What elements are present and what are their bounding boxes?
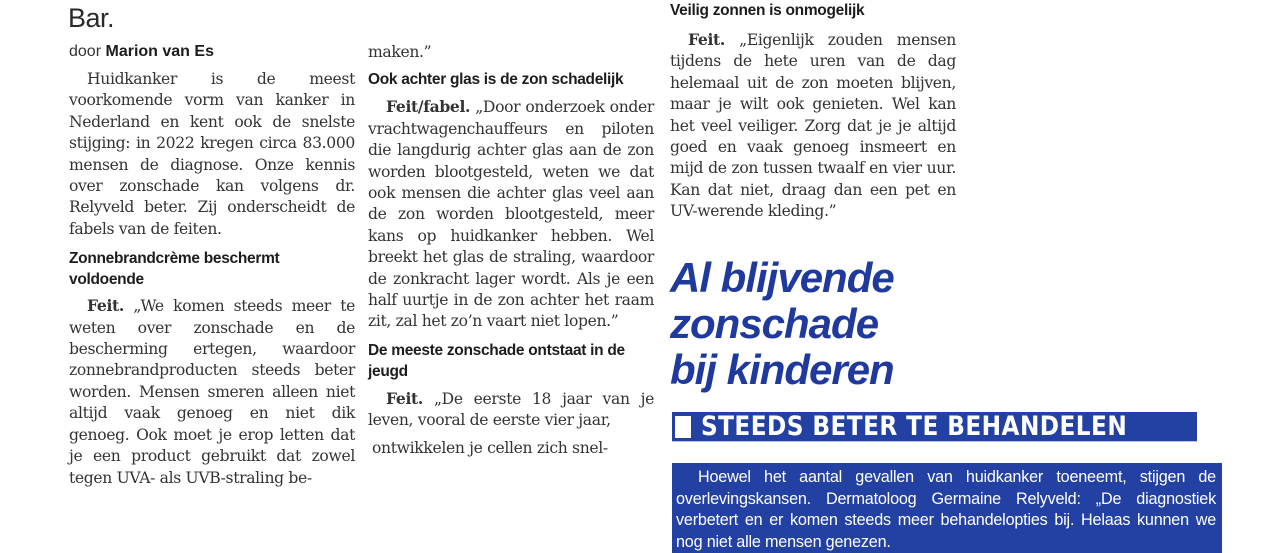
section-heading: De meeste zonschade ontstaat in de jeugd [368,341,625,380]
headline-line: zonschade [670,300,879,347]
section-heading: Veilig zonnen is onmogelijk [670,2,865,19]
banner-text: STEEDS BETER TE BEHANDELEN [701,411,1128,442]
byline [69,43,214,61]
verdict-label: Feit. [688,30,725,49]
section-text: „De eerste 18 jaar van je leven, vooral de eerste vier jaar, [368,389,654,430]
info-box-text: Hoewel het aantal gevallen van huidkanker toeneemt, stijgen de overlevingskansen. Dermatoloog Germaine Relyveld: „De diagnostiek verbetert en er komen steeds meer behandelopties bij. Helaas kunnen we nog niet alle mensen genezen. [676,468,1216,551]
section-banner [672,412,1197,442]
section-text: „We komen steeds meer te weten over zonschade en de bescherming ertegen, waardoor zonnebrandproducten steeds beter worden. Mensen smeren alleen niet altijd vaak genoeg en niet dik genoeg. Ook moet je erop letten dat je een product gebruikt dat zowel tegen UVA- als UVB-straling be- [69,297,356,487]
verdict-label: Feit. [386,388,423,408]
section-heading: Ook achter glas is de zon schadelijk [368,71,624,89]
section-heading: Zonnebrandcrème beschermt voldoende [69,250,280,289]
section-text: „Door onderzoek onder vrachtwagenchauffeurs en piloten die langdurig achter glas aan de zon worden blootgesteld, weten we dat ook mensen die achter glas veel aan de zon worden blootgesteld, meer kans op huidkanker hebben. Wel breekt het glas de straling, waardoor de zonkracht lager wordt. Als je een half uurtje in de zon achter het raam zit, zal het zo’n vaart niet lopen.” [368,98,654,331]
verdict-label: Feit/fabel. [386,97,471,117]
continuation-text: maken.” [368,43,432,61]
verdict-label: Feit. [87,296,124,316]
headline-line: Al blijvende [670,254,894,301]
section-paragraph [69,295,355,489]
section-text: „Eigenlijk zouden mensen tijdens de hete uren van de dag helemaal uit de zon moeten blijven, maar je wilt ook genieten. Wel kan het veel veiliger. Zorg dat je je altijd goed en vaak genoeg insmeert en mijd de zon tussen twaalf en vier uur. Kan dat niet, draag dan een pet en UV-werende kleding.” [670,31,956,221]
byline-author: Marion van Es [105,43,214,60]
byline-prefix: door [69,43,102,60]
headline-line: bij kinderen [670,346,894,393]
sidebar-headline [670,255,894,393]
section-paragraph [368,96,654,332]
section-paragraph [368,388,654,432]
column-1 [69,69,355,489]
section-text-cut: ontwikkelen je cellen zich snel- [372,438,608,457]
intro-paragraph: Huidkanker is de meest voorkomende vorm van kanker in Nederland en kent ook de snelste stijging: in 2022 kregen circa 83.000 mensen de diagnose. Onze kennis over zonschade kan volgens dr. Relyveld beter. Zij onderscheidt de fabels van de feiten. [69,70,355,238]
banner-square-icon [675,416,691,438]
article-title-fragment: Bar. [68,3,115,33]
column-3 [670,0,956,223]
column-2 [368,42,654,459]
section-paragraph [670,29,956,223]
